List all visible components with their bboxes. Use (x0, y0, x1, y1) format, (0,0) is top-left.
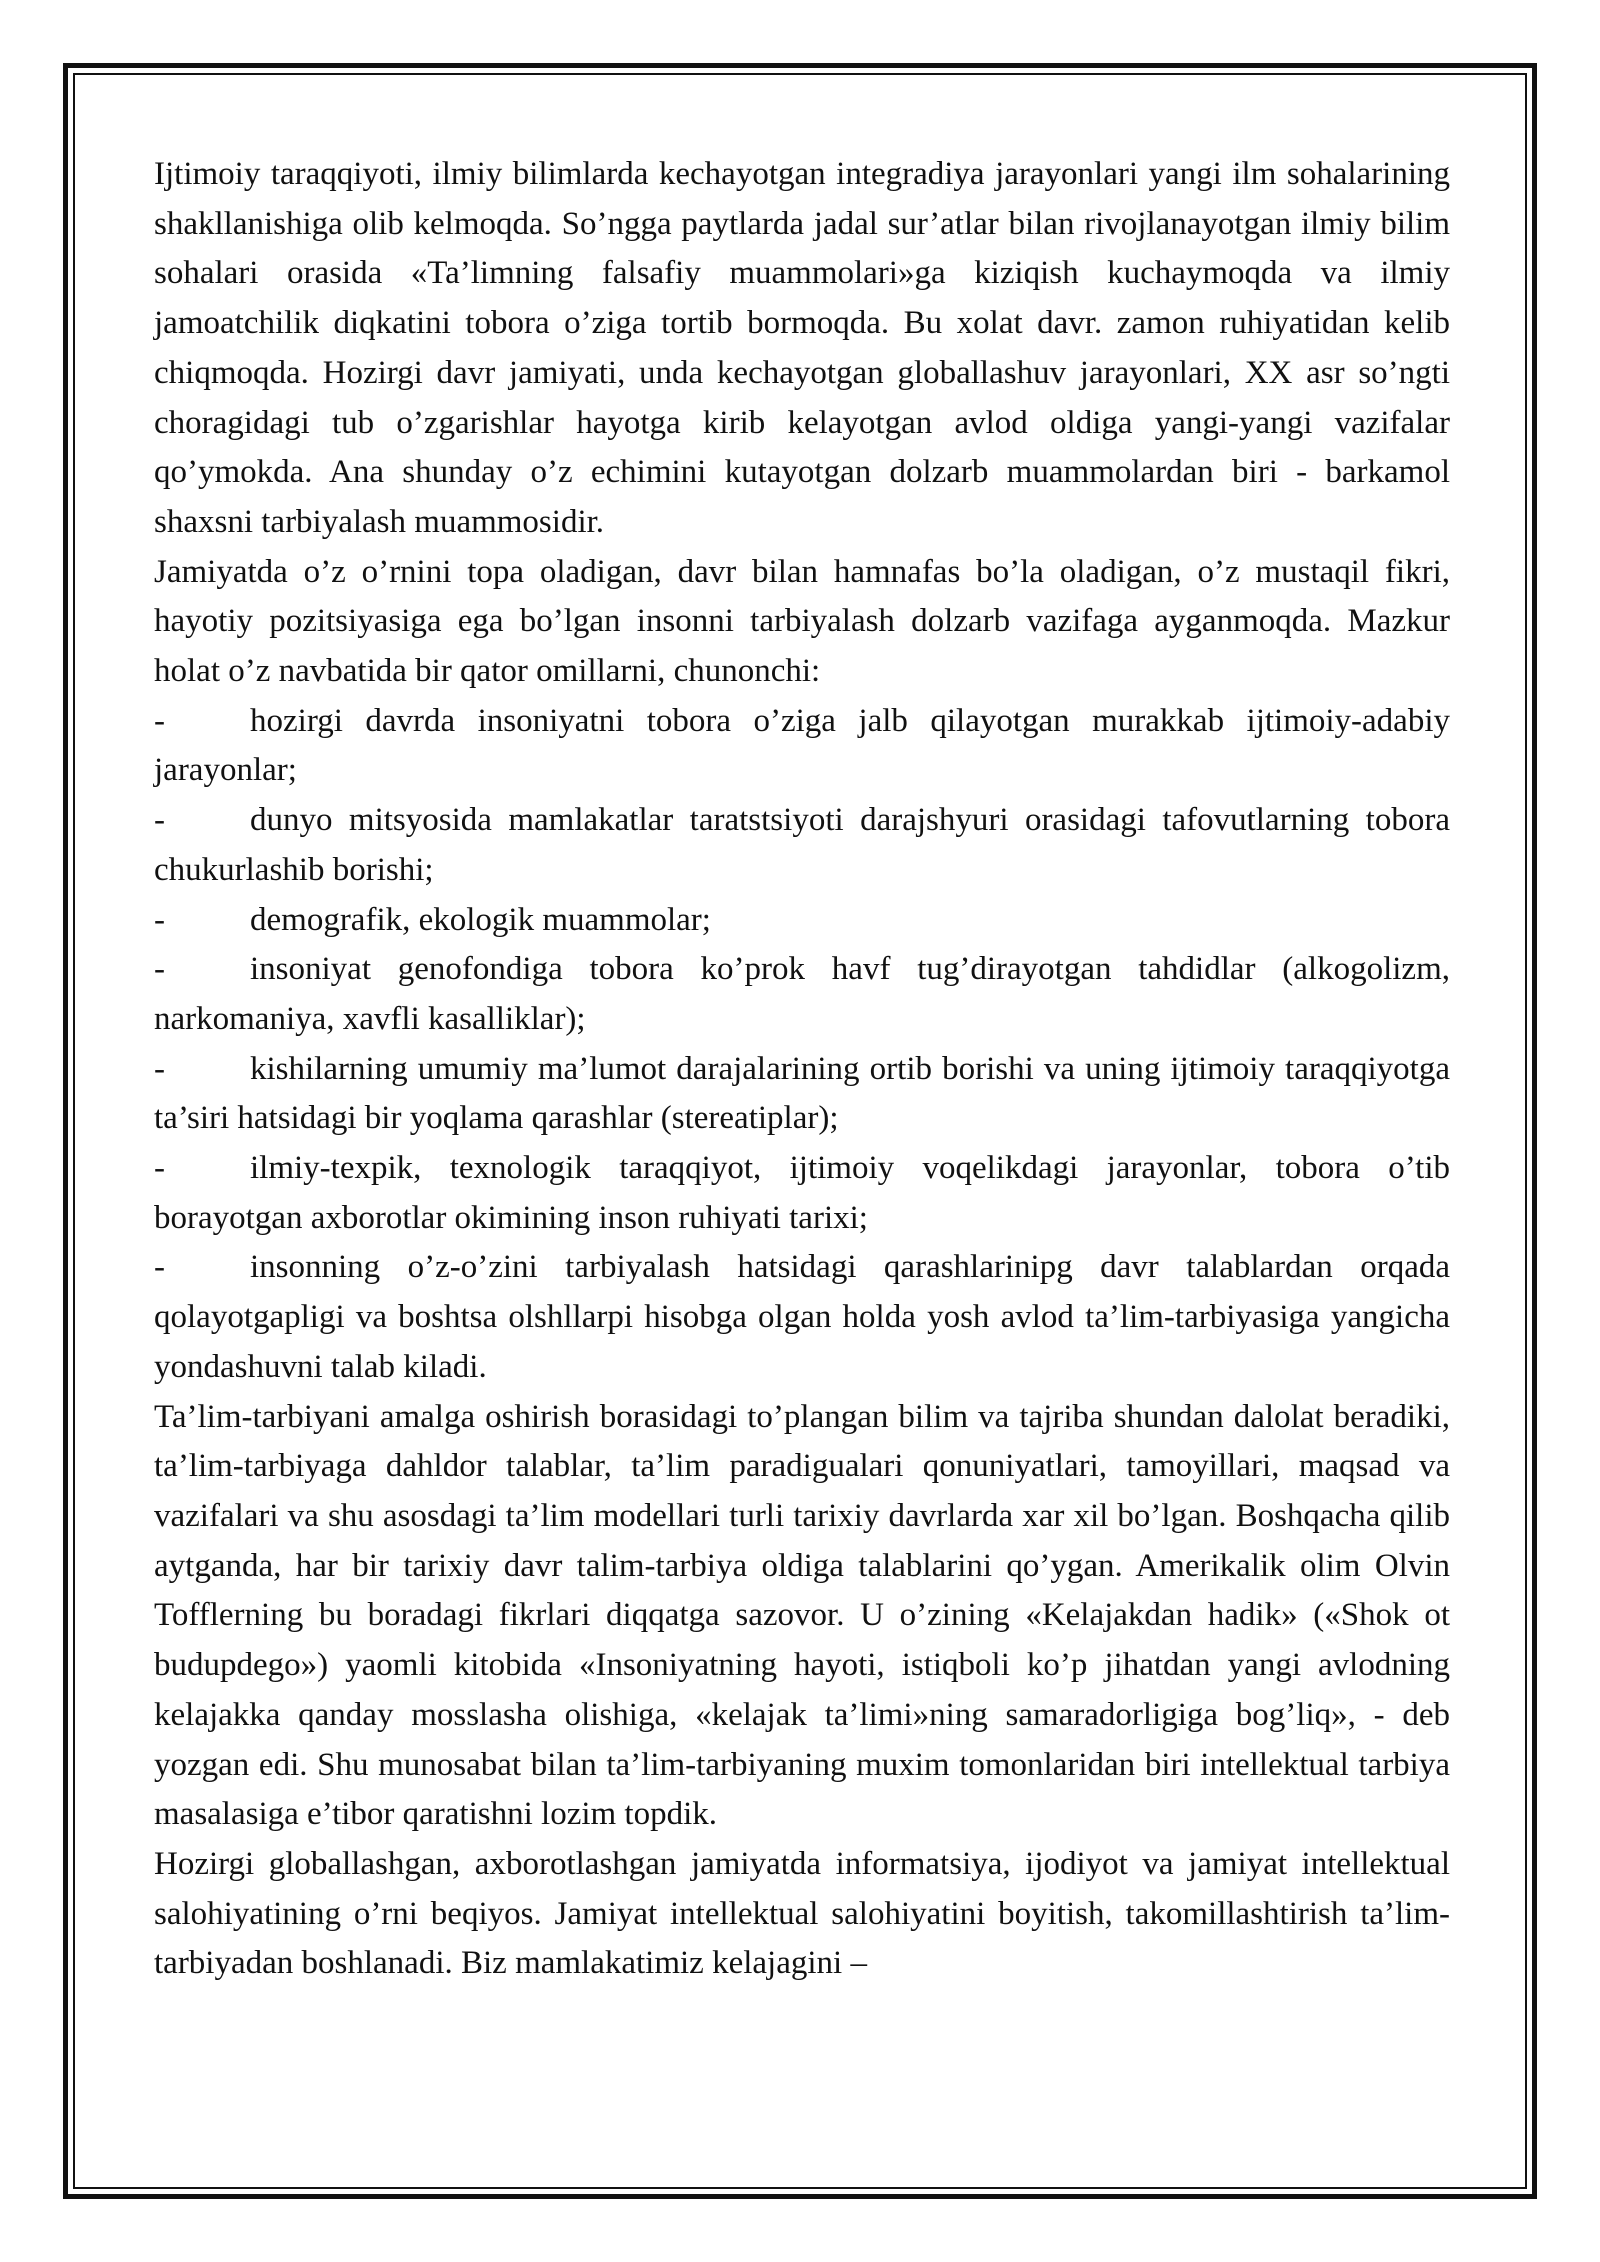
list-dash: - (154, 1150, 165, 1187)
list-item-text: hozirgi davrda insoniyatni tobora o’ziga jalb qilayotgan murakkab ijtimoiy-adabiy jarayonlar; (154, 702, 1450, 789)
list-item (154, 1045, 1450, 1144)
list-item (154, 1243, 1450, 1392)
list-item (154, 945, 1450, 1044)
list-item (154, 796, 1450, 895)
list-item-text: insoniyat genofondiga tobora ko’prok havf tug’dirayotgan tahdidlar (alkogolizm, narkomaniya, xavfli kasalliklar); (154, 951, 1450, 1037)
list-dash: - (154, 702, 165, 739)
list-item-text: kishilarning umumiy ma’lumot darajalarining ortib borishi va uning ijtimoiy taraqqiyotga ta’siri hatsidagi bir yoqlama qarashlar (stereatiplar); (154, 1050, 1450, 1137)
list-dash: - (154, 1050, 165, 1087)
list-item-text: insonning o’z-o’zini tarbiyalash hatsidagi qarashlarinipg davr talablardan orqada qolayotgapligi va boshtsa olshllarpi hisobga olgan holda yosh avlod ta’lim-tarbiyasiga yangicha yondashuvni talab kiladi. (154, 1249, 1450, 1385)
list-dash: - (154, 1249, 165, 1286)
list-item (154, 1144, 1450, 1243)
document-body (154, 150, 1450, 1989)
paragraph-education: Ta’lim-tarbiyani amalga oshirish borasidagi to’plangan bilim va tajriba shundan dalolat beradiki, ta’lim-tarbiyaga dahldor talablar, ta’lim paradigualari qonuniyatlari, tamoyillari, maqsad va vazifalari va shu asosdagi ta’lim modellari turli tarixiy davrlarda xar xil bo’lgan. Boshqacha qilib aytganda, har bir tarixiy davr talim-tarbiya oldiga talablarini qo’ygan. Amerikalik olim Olvin Tofflerning bu boradagi fikrlari diqqatga sazovor. U o’zining «Kelajakdan hadik» («Shok ot budupdego») yaomli kitobida «Insoniyatning hayoti, istiqboli ko’p jihatdan yangi avlodning kelajakka qanday mosslasha olishiga, «kelajak ta’limi»ning samaradorligiga bog’liq», - deb yozgan edi. Shu munosabat bilan ta’lim-tarbiyaning muxim tomonlaridan biri intellektual tarbiya masalasiga e’tibor qaratishni lozim topdik. (154, 1398, 1450, 1833)
list-item (154, 896, 1450, 946)
list-dash: - (154, 901, 165, 938)
list-dash: - (154, 802, 165, 839)
paragraph-intro: Ijtimoiy taraqqiyoti, ilmiy bilimlarda kechayotgan integradiya jarayonlari yangi ilm sohalarining shakllanishiga olib kelmoqda. So’ngga paytlarda jadal sur’atlar bilan rivojlanayotgan ilmiy bilim sohalari orasida «Ta’limning falsafiy muammolari»ga kiziqish kuchaymoqda va ilmiy jamoatchilik diqkatini tobora o’ziga tortib bormoqda. Bu xolat davr. zamon ruhiyatidan kelib chiqmoqda. Hozirgi davr jamiyati, unda kechayotgan globallashuv jarayonlari, XX asr so’ngti choragidagi tub o’zgarishlar hayotga kirib kelayotgan avlod oldiga yangi-yangi vazifalar qo’ymokda. Ana shunday o’z echimini kutayotgan dolzarb muammolardan biri - barkamol shaxsni tarbiyalash muammosidir. (154, 156, 1450, 540)
list-item (154, 697, 1450, 796)
list-item-text: dunyo mitsyosida mamlakatlar taratstsiyoti darajshyuri orasidagi tafovutlarning tobora chukurlashib borishi; (154, 802, 1450, 888)
paragraph-globalization: Hozirgi globallashgan, axborotlashgan jamiyatda informatsiya, ijodiyot va jamiyat intellektual salohiyatining o’rni beqiyos. Jamiyat intellektual salohiyatini boyitish, takomillashtirish ta’lim-tarbiyadan boshlanadi. Biz mamlakatimiz kelajagini – (154, 1845, 1450, 1982)
list-dash: - (154, 951, 165, 988)
list-item-text: ilmiy-texpik, texnologik taraqqiyot, ijtimoiy voqelikdagi jarayonlar, tobora o’tib borayotgan axborotlar okimining inson ruhiyati tarixi; (154, 1150, 1450, 1236)
list-item-text: demografik, ekologik muammolar; (250, 901, 711, 938)
paragraph-society: Jamiyatda o’z o’rnini topa oladigan, davr bilan hamnafas bo’la oladigan, o’z mustaqil fikri, hayotiy pozitsiyasiga ega bo’lgan insonni tarbiyalash dolzarb vazifaga ayganmoqda. Mazkur holat o’z navbatida bir qator omillarni, chunonchi: (154, 553, 1450, 690)
